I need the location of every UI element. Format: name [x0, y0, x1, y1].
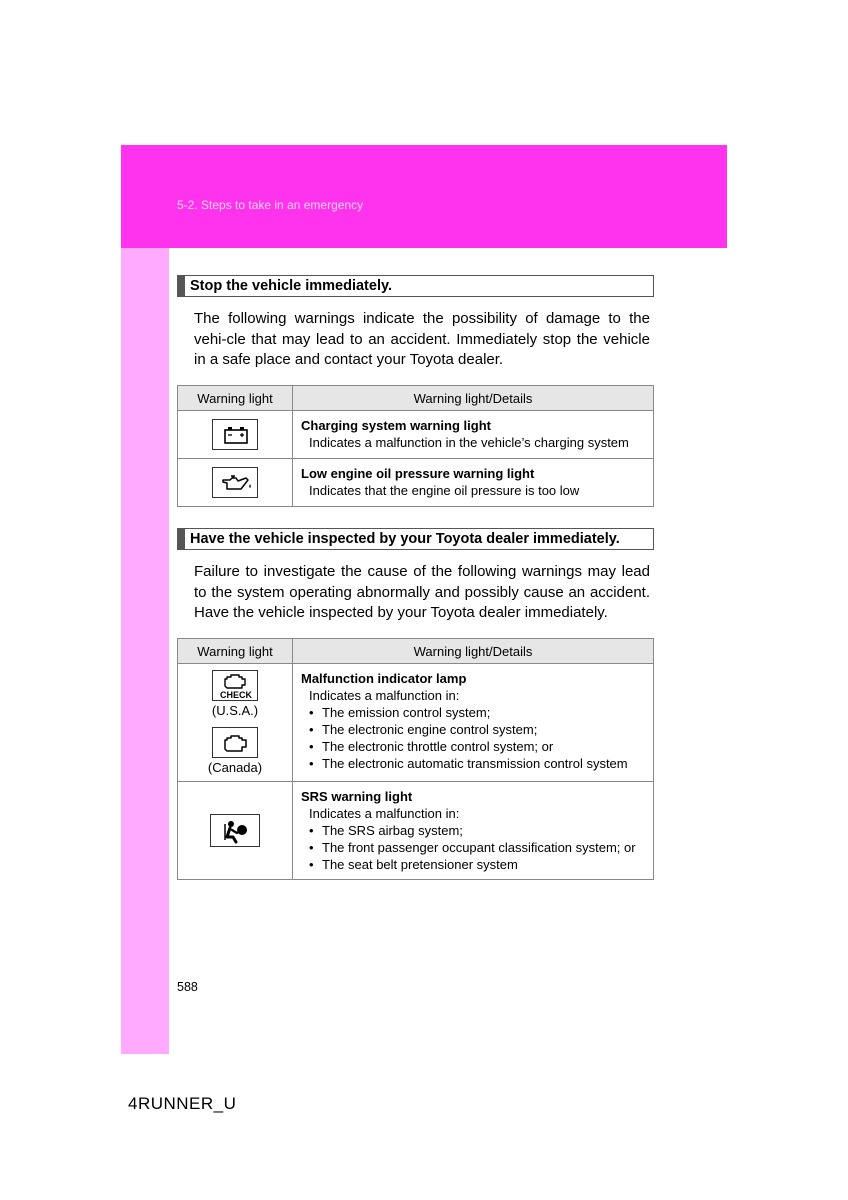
model-code: 4RUNNER_U — [128, 1094, 237, 1113]
airbag-icon — [210, 814, 260, 847]
section2-paragraph: Failure to investigate the cause of the following warnings may lead to the system operating abnormally and possibly cause an accident. Have the vehicle inspected by your Toyota dealer immediately. — [194, 563, 650, 621]
warning-table-1 — [177, 385, 654, 507]
detail-cell — [293, 411, 654, 459]
warning-title: Malfunction indicator lamp — [301, 671, 467, 686]
warning-description: Indicates that the engine oil pressure is too low — [309, 483, 580, 498]
check-engine-icon — [212, 670, 258, 701]
side-strip — [121, 248, 169, 1054]
list-item: • The SRS airbag system; — [309, 822, 647, 839]
section-label: 5-2. Steps to take in an emergency — [177, 198, 364, 212]
table-header-row — [178, 639, 654, 664]
table-row — [178, 411, 654, 459]
heading-text: Stop the vehicle immediately. — [190, 278, 392, 294]
detail-cell — [293, 782, 654, 880]
icon-cell — [178, 459, 293, 507]
warning-table-2 — [177, 638, 654, 880]
warning-description: Indicates a malfunction in the vehicle’s charging system — [309, 435, 629, 450]
section1-paragraph: The following warnings indicate the possibility of damage to the vehi-cle that may lead to an accident. Immediately stop the vehicle in a safe place and contact your Toyota dealer. — [194, 310, 650, 368]
region-label-canada: (Canada) — [207, 759, 263, 775]
icon-cell — [178, 664, 293, 782]
region-label-usa: (U.S.A.) — [211, 702, 259, 718]
table-header-row — [178, 386, 654, 411]
list-item: • The front passenger occupant classification system; or — [309, 839, 647, 856]
check-icon-text: CHECK — [219, 689, 253, 700]
col-header-warning-light: Warning light — [178, 386, 293, 411]
heading-bar — [178, 529, 185, 549]
page-number: 588 — [177, 980, 198, 994]
header-band — [121, 145, 727, 248]
warning-title: Charging system warning light — [301, 418, 491, 433]
detail-cell — [293, 459, 654, 507]
list-item: • The electronic throttle control system; or — [309, 738, 647, 755]
warning-title: Low engine oil pressure warning light — [301, 466, 535, 481]
table-row — [178, 459, 654, 507]
oil-can-icon — [212, 467, 258, 498]
col-header-warning-light: Warning light — [178, 639, 293, 664]
warning-description: Indicates a malfunction in: — [309, 688, 460, 703]
section-heading-stop — [177, 275, 654, 297]
list-item: • The seat belt pretensioner system — [309, 856, 647, 873]
list-item: • The emission control system; — [309, 704, 647, 721]
table-row — [178, 664, 654, 782]
warning-title: SRS warning light — [301, 789, 413, 804]
list-item: • The electronic engine control system; — [309, 721, 647, 738]
table-row — [178, 782, 654, 880]
detail-cell — [293, 664, 654, 782]
icon-cell — [178, 782, 293, 880]
heading-text: Have the vehicle inspected by your Toyota dealer immediately. — [190, 531, 620, 547]
bullet-list — [301, 822, 647, 873]
heading-bar — [178, 276, 185, 296]
icon-cell — [178, 411, 293, 459]
engine-icon — [212, 727, 258, 758]
col-header-details: Warning light/Details — [293, 639, 654, 664]
warning-description: Indicates a malfunction in: — [309, 806, 460, 821]
list-item: • The electronic automatic transmission control system — [309, 755, 647, 772]
col-header-details: Warning light/Details — [293, 386, 654, 411]
battery-icon — [212, 419, 258, 450]
bullet-list — [301, 704, 647, 772]
section-heading-inspect — [177, 528, 654, 550]
